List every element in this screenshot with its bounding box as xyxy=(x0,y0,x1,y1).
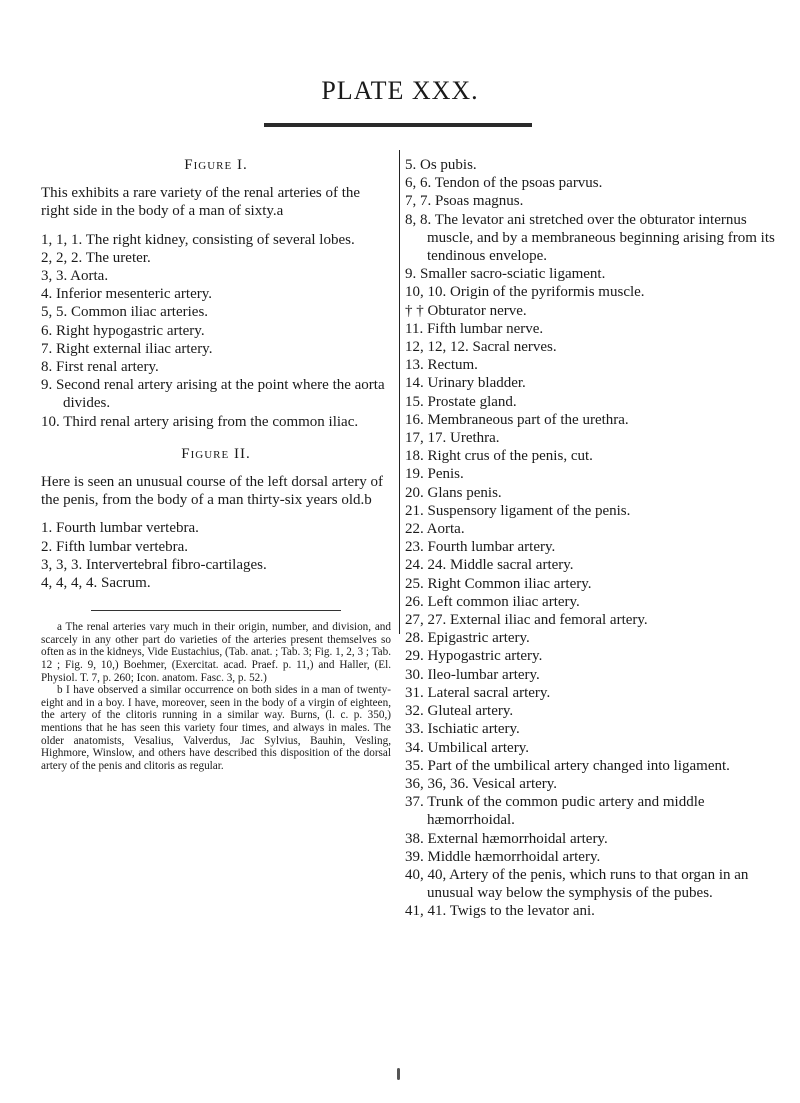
legend-item: 24. 24. Middle sacral artery. xyxy=(405,557,574,574)
legend-item: 17, 17. Urethra. xyxy=(405,430,500,447)
figure-2-heading: Figure II. xyxy=(181,445,251,462)
print-speck xyxy=(397,1068,400,1080)
legend-item: 5, 5. Common iliac arteries. xyxy=(41,304,209,321)
legend-item: 31. Lateral sacral artery. xyxy=(405,684,551,701)
legend-item: † † Obturator nerve. xyxy=(405,302,527,319)
legend-item: 36, 36, 36. Vesical artery. xyxy=(405,775,558,792)
legend-item: 25. Right Common iliac artery. xyxy=(405,575,592,592)
figure-1-legend xyxy=(41,231,391,431)
legend-item: 29. Hypogastric artery. xyxy=(405,648,543,665)
legend-item: 30. Ileo-lumbar artery. xyxy=(405,666,540,683)
legend-item: 11. Fifth lumbar nerve. xyxy=(405,320,544,337)
legend-item: 33. Ischiatic artery. xyxy=(405,721,520,738)
title-rule xyxy=(264,123,532,127)
legend-item: 10. Third renal artery arising from the common iliac. xyxy=(41,413,359,430)
right-column xyxy=(405,156,775,921)
legend-item: 40, 40, Artery of the penis, which runs to that organ in an unusual way below the symphysis of the pubes. xyxy=(405,866,749,902)
legend-item: 13. Rectum. xyxy=(405,357,478,374)
footnote-b: b I have observed a similar occurrence on both sides in a man of twenty-eight and in a boy. I have, moreover, seen in the body of a virgin of eighteen, the artery of the clitoris running in a similar way. Burns, (l. c. p. 350,) mentions that he has seen this variety four times, and always in males. The older anatomists, Vesalius, Valverdus, Jac Sylvius, Bauhin, Vesling, Highmore, Winslow, and others have described this disposition of the dorsal artery of the penis and clitoris as regular. xyxy=(41,684,391,772)
legend-item: 12, 12, 12. Sacral nerves. xyxy=(405,339,557,356)
legend-item: 3, 3. Aorta. xyxy=(41,268,109,285)
legend-item: 15. Prostate gland. xyxy=(405,393,517,410)
legend-item: 32. Gluteal artery. xyxy=(405,703,514,720)
legend-item: 18. Right crus of the penis, cut. xyxy=(405,448,593,465)
legend-item: 39. Middle hæmorrhoidal artery. xyxy=(405,848,601,865)
figure-1-intro: This exhibits a rare variety of the renal arteries of the right side in the body of a man of sixty.a xyxy=(41,185,361,220)
legend-item: 2. Fifth lumbar vertebra. xyxy=(41,538,189,555)
legend-item: 38. External hæmorrhoidal artery. xyxy=(405,830,608,847)
legend-item: 6. Right hypogastric artery. xyxy=(41,322,205,339)
legend-item: 20. Glans penis. xyxy=(405,484,502,501)
legend-item: 9. Smaller sacro-sciatic ligament. xyxy=(405,266,606,283)
legend-item: 19. Penis. xyxy=(405,466,464,483)
legend-item: 27, 27. External iliac and femoral artery. xyxy=(405,612,648,629)
legend-item: 5. Os pubis. xyxy=(405,157,477,173)
legend-item: 28. Epigastric artery. xyxy=(405,630,530,647)
legend-item: 37. Trunk of the common pudic artery and middle hæmorrhoidal. xyxy=(405,794,705,829)
legend-item: 34. Umbilical artery. xyxy=(405,739,529,756)
figure-2-legend xyxy=(41,519,391,592)
figure-1-heading: Figure I. xyxy=(184,157,248,173)
plate-title: PLATE XXX. xyxy=(321,76,479,105)
legend-item: 9. Second renal artery arising at the point where the aorta divides. xyxy=(41,377,385,412)
legend-item: 1. Fourth lumbar vertebra. xyxy=(41,520,199,537)
legend-item: 16. Membraneous part of the urethra. xyxy=(405,411,629,428)
legend-item: 7. Right external iliac artery. xyxy=(41,340,213,357)
legend-item: 7, 7. Psoas magnus. xyxy=(405,193,524,210)
figure-2-intro: Here is seen an unusual course of the left dorsal artery of the penis, from the body of a man thirty-six years old.b xyxy=(41,474,383,509)
legend-item: 26. Left common iliac artery. xyxy=(405,593,580,610)
legend-item: 3, 3, 3. Intervertebral fibro-cartilages. xyxy=(41,556,267,573)
footnote-rule xyxy=(91,610,341,611)
legend-item: 14. Urinary bladder. xyxy=(405,375,526,392)
legend-item: 2, 2, 2. The ureter. xyxy=(41,249,151,266)
legend-item: 21. Suspensory ligament of the penis. xyxy=(405,502,631,519)
legend-item: 6, 6. Tendon of the psoas parvus. xyxy=(405,175,603,192)
legend-item: 4, 4, 4, 4. Sacrum. xyxy=(41,575,151,592)
legend-item: 41, 41. Twigs to the levator ani. xyxy=(405,903,595,920)
legend-item: 10, 10. Origin of the pyriformis muscle. xyxy=(405,284,645,301)
legend-item: 4. Inferior mesenteric artery. xyxy=(41,286,213,303)
legend-item: 23. Fourth lumbar artery. xyxy=(405,539,556,556)
legend-item: 35. Part of the umbilical artery changed into ligament. xyxy=(405,757,730,774)
footnote-a: a The renal arteries vary much in their origin, number, and division, and scarcely in any other part do varieties of the arteries present themselves so often as in the kidneys, Vide Eustachius, (Tab. anat. ; Tab. 3; Fig. 1, 2, 3 ; Tab. 12 ; Fig. 9, 10,) Boehmer, (Exercitat. acad. Praef. p. 11,) and Haller, (El. Physiol. T. 7, p. 260; Icon. anatom. Fasc. 3, p. 52.) xyxy=(41,621,391,684)
left-column xyxy=(41,156,391,772)
figure-2-legend-continued xyxy=(405,156,775,921)
column-divider xyxy=(399,150,400,634)
legend-item: 8, 8. The levator ani stretched over the obturator internus muscle, and by a membraneous beginning arising from its tendinous envelope. xyxy=(405,211,775,265)
legend-item: 22. Aorta. xyxy=(405,521,465,538)
legend-item: 1, 1, 1. The right kidney, consisting of several lobes. xyxy=(41,231,355,248)
legend-item: 8. First renal artery. xyxy=(41,359,159,376)
